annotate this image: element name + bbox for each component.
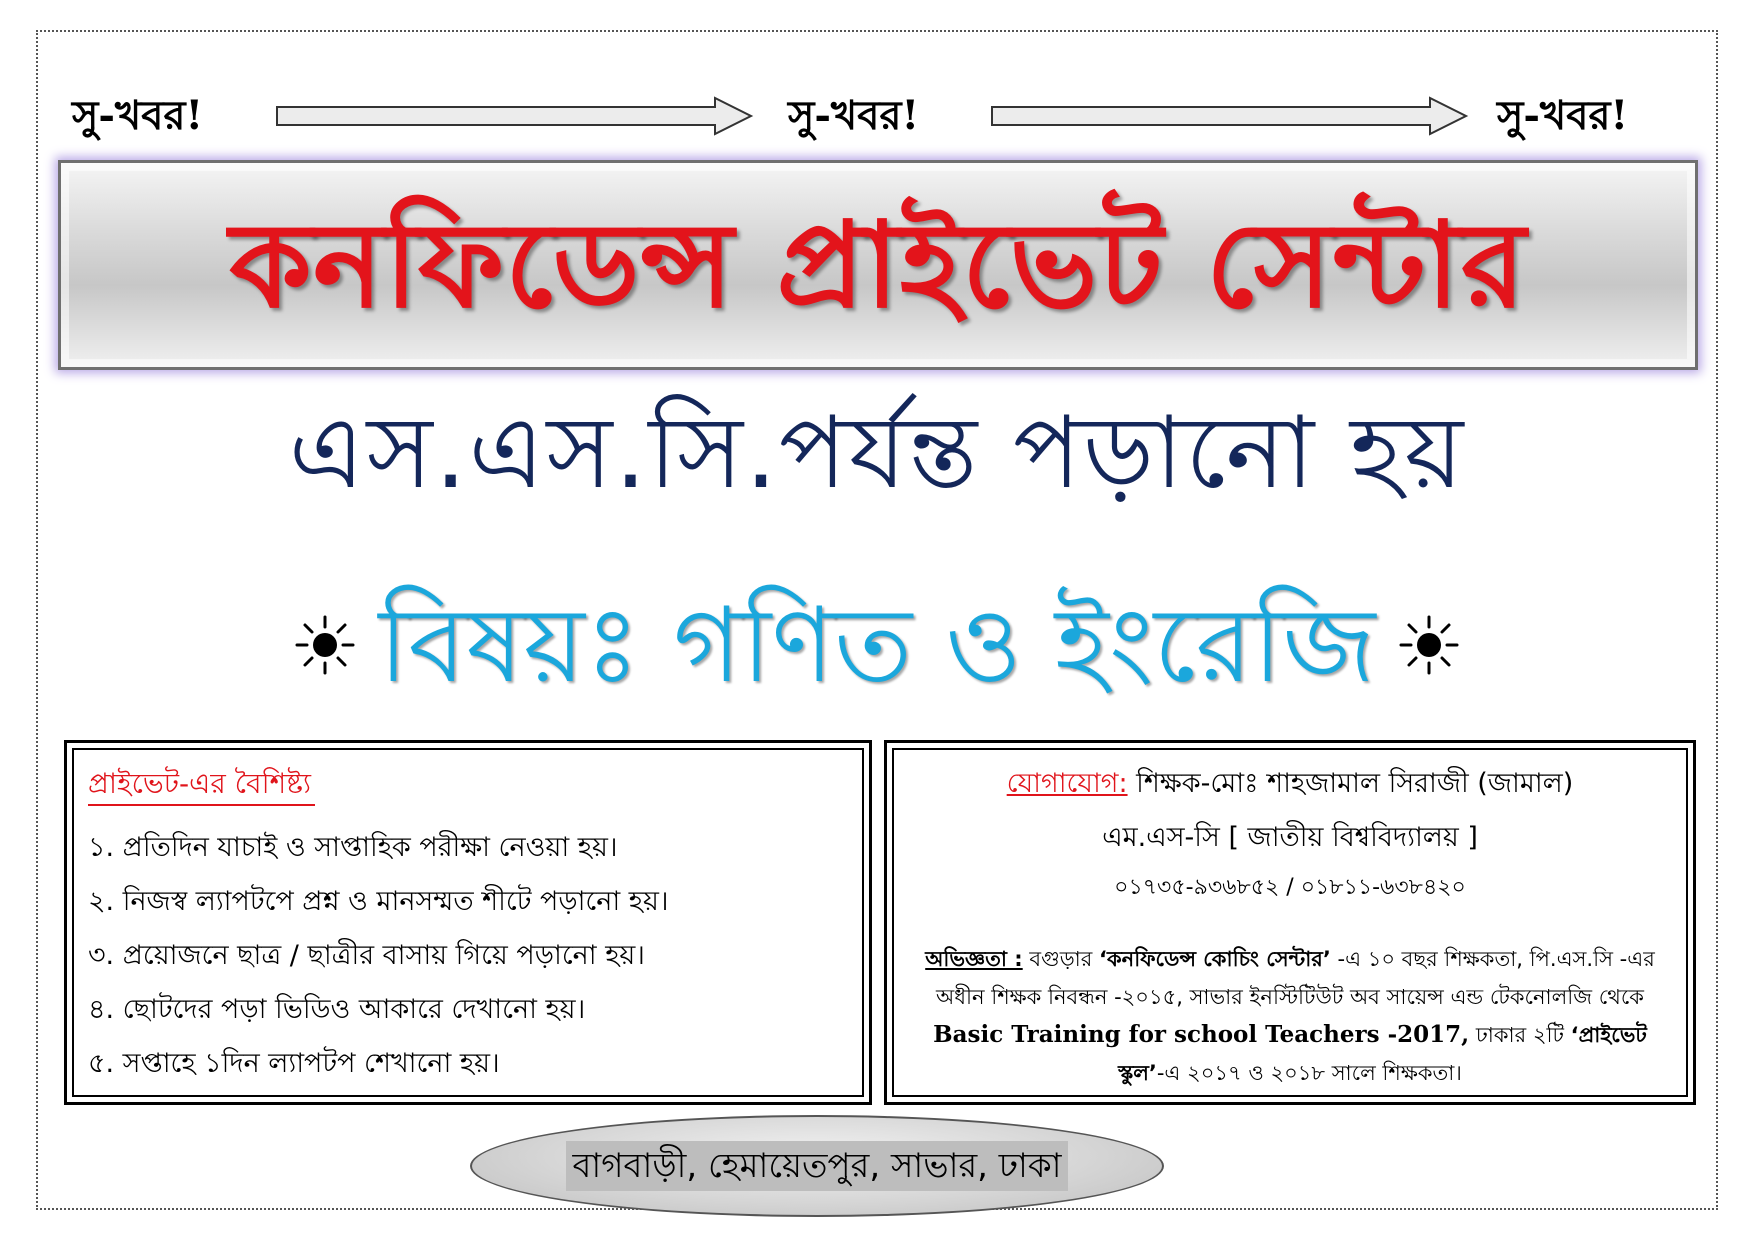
address-oval [470,1115,1164,1217]
address: বাগবাড়ী, হেমায়েতপুর, সাভার, ঢাকা [566,1141,1067,1191]
experience-text: ঢাকার ২টি [1469,1023,1571,1047]
feature-item: ৪. ছোটদের পড়া ভিডিও আকারে দেখানো হয়। [88,994,586,1025]
subject-row [0,575,1754,715]
contact-box-inner [892,748,1688,1097]
good-news-row [0,88,1754,148]
subjects-heading: বিষয়ঃ গণিত ও ইংরেজি [378,584,1376,706]
contact-teacher-line [894,764,1686,804]
features-box-inner [72,748,864,1097]
features-box [64,740,872,1105]
contact-box [884,740,1696,1105]
feature-item: ২. নিজস্ব ল্যাপটপে প্রশ্ন ও মানসম্মত শীটে পড়ানো হয়। [88,886,669,917]
teacher-degree: এম.এস-সি [ জাতীয় বিশ্ববিদ্যালয় ] [1102,822,1478,853]
arrow-right-icon [990,96,1470,136]
feature-item: ৩. প্রয়োজনে ছাত্র / ছাত্রীর বাসায় গিয়ে পড়ানো হয়। [88,940,645,971]
experience-text: -এ ১০ বছর শিক্ষকতা, পি.এস.সি -এর অধীন শিক্ষক নিবন্ধন -২০১৫, সাভার ইনস্টিটিউট অব সায়েন্স এন্ড টেকনোলজি থেকে [936,947,1655,1009]
title-banner [58,160,1698,370]
subtitle: এস.এস.সি.পর্যন্ত পড়ানো হয় [288,394,1466,511]
page-title: কনফিডেন্স প্রাইভেট সেন্টার [229,196,1527,334]
phone-numbers: ০১৭৩৫-৯৩৬৮৫২ / ০১৮১১-৬৩৮৪২০ [1114,875,1466,900]
training-name: Basic Training for school Teachers -2017, [933,1021,1470,1048]
arrow-right-icon [275,96,755,136]
features-heading: প্রাইভেট-এর বৈশিষ্ট্য [88,764,315,806]
experience-text: -এ ২০১৭ ও ২০১৮ সালে শিক্ষকতা। [1156,1061,1462,1085]
experience-text: বগুড়ার [1022,947,1099,971]
feature-item: ৫. সপ্তাহে ১দিন ল্যাপটপ শেখানো হয়। [88,1048,500,1079]
school-name: ‘প্রাইভেট স্কুল’ [1118,1023,1647,1085]
coaching-name: ‘কনফিডেন্স কোচিং সেন্টার’ [1099,947,1331,971]
good-news-left: সু-খবর! [72,92,204,139]
experience-label: অভিজ্ঞতা : [925,947,1023,971]
teacher-name: শিক্ষক-মোঃ শাহজামাল সিরাজী (জামাল) [1127,768,1574,799]
experience-paragraph [908,940,1672,1092]
sun-icon [295,615,355,675]
sun-icon [1399,615,1459,675]
good-news-center: সু-খবর! [788,92,920,139]
feature-item: ১. প্রতিদিন যাচাই ও সাপ্তাহিক পরীক্ষা নেওয়া হয়। [88,832,618,863]
good-news-right: সু-খবর! [1497,92,1629,139]
contact-label: যোগাযোগ: [1006,768,1128,799]
